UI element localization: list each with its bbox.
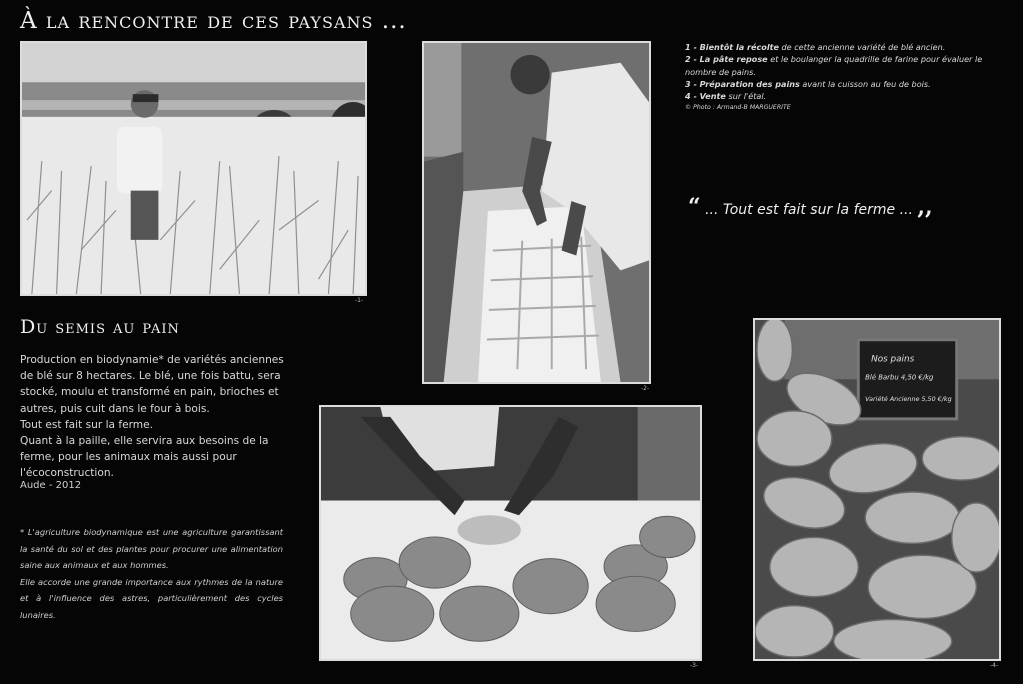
chalkboard-line-2: Blé Barbu 4,50 €/kg [865,373,934,382]
photo-number-2: -2- [641,385,650,392]
caption-4: 4 - Vente sur l'étal. [685,91,767,102]
body-paragraph-2: Tout est fait sur la ferme. [20,418,154,431]
footnote [20,524,283,624]
quote-text: ... Tout est fait sur la ferme ... [700,202,918,218]
quote-open-mark: “ [688,194,701,220]
baker-trough-image [424,43,649,382]
section-body [20,352,288,482]
preparing-loaves-image [321,407,700,659]
photo-number-3: -3- [690,662,699,669]
footnote-paragraph-1: * L'agriculture biodynamique est une agriculture garantissant la santé du sol et des plantes pour procurer une alimentation saine aux animaux et aux hommes. [20,527,283,571]
body-paragraph-3: Quant à la paille, elle servira aux besoins de la ferme, pour les animaux mais aussi pour l'écoconstruction. [20,435,269,480]
chalkboard-line-3: Variété Ancienne 5,50 €/kg [865,395,952,404]
photo-preparing-loaves [319,405,702,661]
quote-close-mark: ,, [917,194,933,220]
body-paragraph-1: Production en biodynamie* de variétés anciennes de blé sur 8 hectares. Le blé, une fois battu, sera stocké, moulu et transformé en pain, brioches et autres, puis cuit dans le four à bois. [20,354,284,415]
photo-credit: © Photo : Armand-B MARGUERITE [685,104,791,112]
wheat-field-image [22,43,365,294]
chalkboard-line-1: Nos pains [871,354,915,365]
caption-2: 2 - La pâte repose et le boulanger la quadrille de farine pour évaluer le nombre de pains. [685,54,983,77]
pull-quote [688,194,933,220]
photo-number-1: -1- [355,297,364,304]
caption-3: 3 - Préparation des pains avant la cuisson au feu de bois. [685,78,931,89]
photo-captions [685,41,1003,115]
photo-wheat-field [20,41,367,296]
location-date: Aude - 2012 [20,480,82,491]
footnote-paragraph-2: Elle accorde une grande importance aux rythmes de la nature et à l'influence des astres, particulièrement des cycles lunaires. [20,576,283,620]
photo-number-4: -4- [990,662,999,669]
caption-1: 1 - Bientôt la récolte de cette ancienne variété de blé ancien. [685,42,946,52]
photo-market-stall [753,318,1001,661]
section-title: Du semis au pain [20,316,180,338]
market-stall-image [755,320,999,659]
page-title: À la rencontre de ces paysans ... [20,8,407,34]
photo-baker-trough [422,41,651,384]
